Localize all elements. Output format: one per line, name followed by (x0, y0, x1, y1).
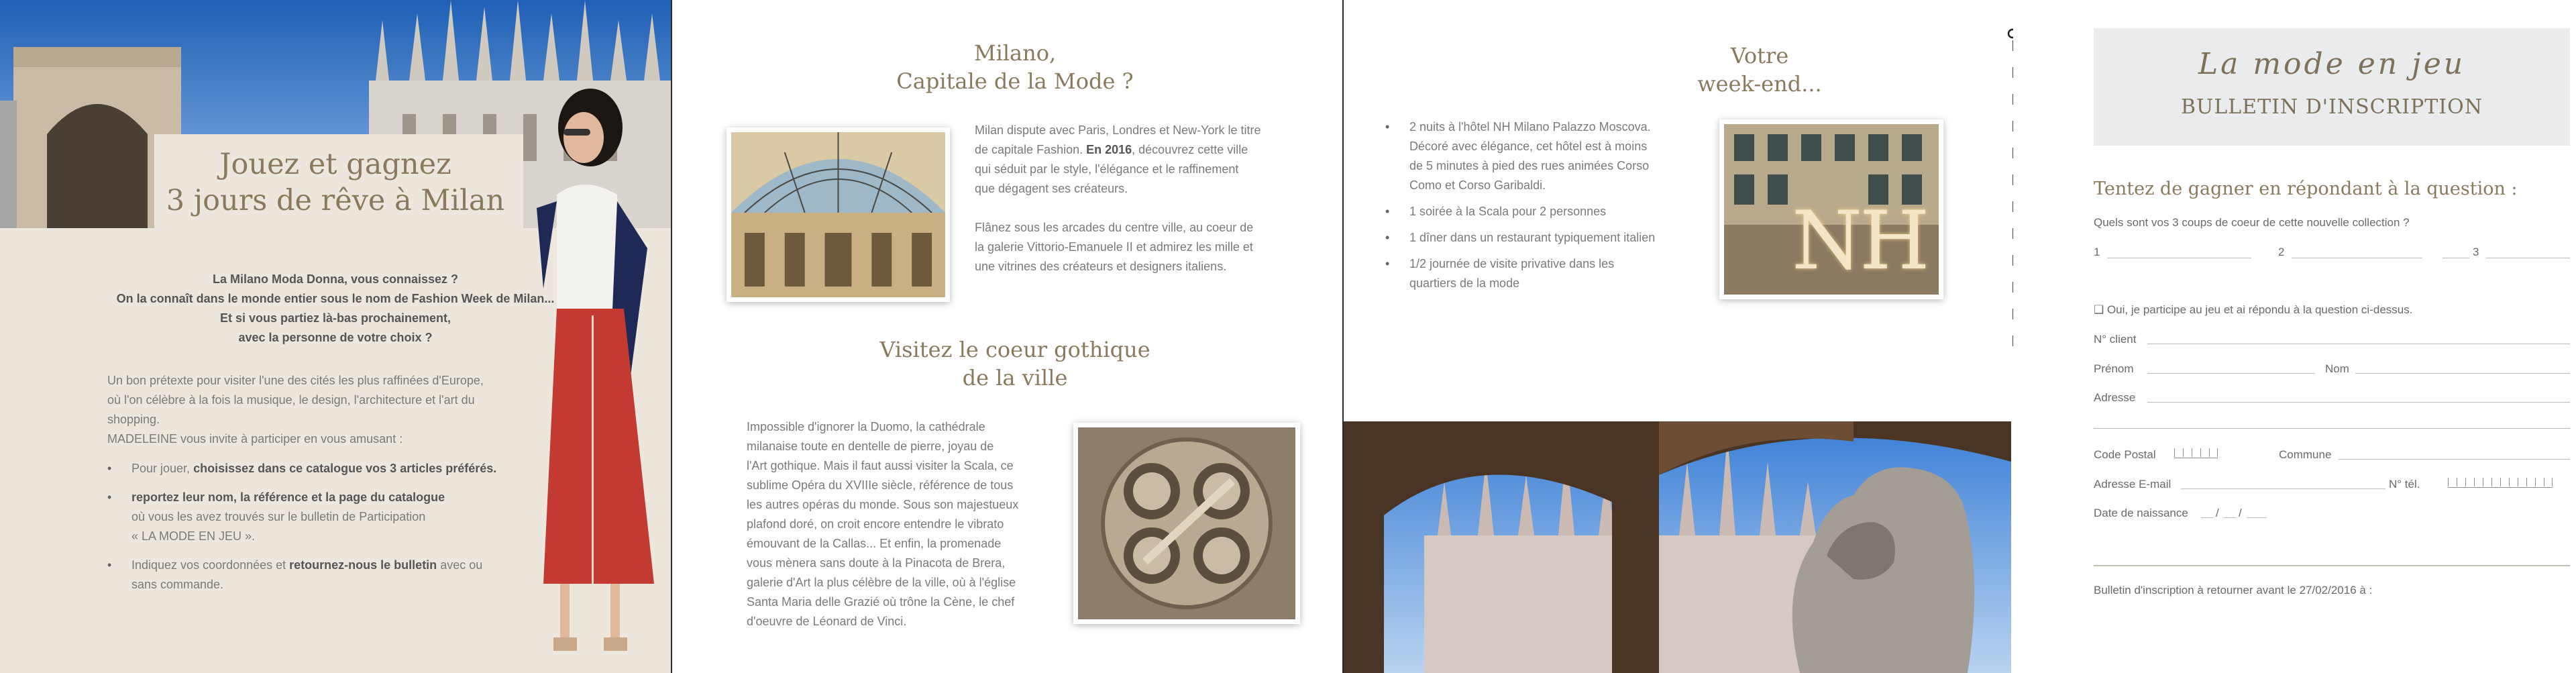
step-text: Indiquez vos coordonnées et (131, 558, 290, 572)
text-line: milanaise toute en dentelle de pierre, joyau de (747, 439, 994, 453)
text-line: 2 nuits à l'hôtel NH Milano Palazzo Moscova. (1409, 120, 1651, 134)
question-heading: Tentez de gagner en répondant à la question : (2094, 178, 2518, 199)
email-label: Adresse E-mail (2094, 478, 2171, 490)
text-line: Flânez sous les arcades du centre ville, au coeur de (975, 221, 1254, 234)
weekend-item (1385, 117, 1694, 195)
birth-day-field[interactable] (2201, 517, 2213, 518)
text-line: sublime Opéra du XVIIIe siècle, référence de tous (747, 478, 1014, 492)
text-line: Milan dispute avec Paris, Londres et New-York le titre (975, 123, 1261, 137)
step-text: où vous les avez trouvés sur le bulletin de Participation (131, 510, 426, 523)
contest-title-line1: Jouez et gagnez (219, 148, 451, 181)
step-bold: reportez leur nom, la référence et la page du catalogue (131, 490, 445, 504)
form-script-title: La mode en jeu (2198, 47, 2466, 81)
milano-heading-line1: Milano, (973, 40, 1057, 66)
body-line: shopping. (107, 413, 160, 426)
contest-steps (107, 459, 564, 594)
phone-boxes[interactable] (2448, 478, 2553, 488)
birth-separator: / (2239, 507, 2242, 519)
panel-weekend (1344, 0, 2011, 673)
step-text: sans commande. (131, 578, 224, 591)
milano-para1 (975, 121, 1298, 199)
intro-line: La Milano Moda Donna, vous connaissez ? (212, 272, 459, 286)
birth-year-field[interactable] (2247, 517, 2267, 518)
step-bold: choisissez dans ce catalogue vos 3 articles préférés. (193, 462, 497, 475)
text-line: d'oeuvre de Léonard de Vinci. (747, 615, 907, 628)
postcode-label: Code Postal (2094, 448, 2156, 461)
text-line: plafond doré, on croit encore entendre le vibrato (747, 517, 1004, 531)
text-line: qui séduit par le style, l'élégance et le raffinement (975, 162, 1239, 176)
panel-entry-form (2013, 0, 2576, 673)
weekend-heading (1625, 42, 1894, 98)
step-text: avec ou (437, 558, 483, 572)
text-line: que dégagent ses créateurs. (975, 182, 1128, 195)
text-line: Santa Maria delle Grazié où trône la Cène, le chef (747, 595, 1015, 609)
firstname-field[interactable] (2147, 373, 2315, 374)
address-field-2[interactable] (2094, 428, 2570, 429)
weekend-item (1385, 254, 1694, 293)
text-line: Impossible d'ignorer la Duomo, la cathédrale (747, 420, 985, 433)
gothic-heading-line1: Visitez le coeur gothique (879, 337, 1150, 362)
galleria-photo (727, 127, 950, 302)
weekend-heading-line1: Votre (1730, 43, 1789, 68)
gothic-window-photo (1073, 423, 1300, 624)
text-line: 1 soirée à la Scala pour 2 personnes (1409, 205, 1607, 218)
text-line: quartiers de la mode (1409, 276, 1520, 290)
answer-1-label: 1 (2094, 246, 2100, 258)
answer-2-label: 2 (2278, 246, 2285, 258)
text-line: Décoré avec élégance, cet hôtel est à moins (1409, 140, 1648, 153)
text-bold: En 2016 (1086, 143, 1132, 156)
address-field[interactable] (2147, 402, 2570, 403)
gothic-para (747, 417, 1049, 631)
form-title: BULLETIN D'INSCRIPTION (2181, 95, 2483, 119)
gothic-heading-line2: de la ville (962, 365, 1068, 391)
address-label: Adresse (2094, 391, 2136, 404)
intro-line: avec la personne de votre choix ? (238, 331, 433, 344)
step-bold: retournez-nous le bulletin (289, 558, 437, 572)
question-text: Quels sont vos 3 coups de coeur de cette nouvelle collection ? (2094, 216, 2410, 229)
intro-text (101, 270, 570, 348)
contest-title-line2: 3 jours de rêve à Milan (166, 184, 505, 217)
body-line: Un bon prétexte pour visiter l'une des cités les plus raffinées d'Europe, (107, 374, 484, 387)
birth-separator: / (2216, 507, 2219, 519)
form-divider (2094, 565, 2570, 566)
step-item (107, 459, 564, 478)
body-line: MADELEINE vous invite à participer en vous amusant : (107, 432, 403, 446)
return-deadline-text: Bulletin d'inscription à retourner avant le 27/02/2016 à : (2094, 584, 2373, 597)
contest-body (107, 371, 564, 449)
consent-checkbox[interactable]: ❑ Oui, je participe au jeu et ai répondu à la question ci-dessus. (2094, 303, 2413, 316)
text-line: 1 dîner dans un restaurant typiquement italien (1409, 231, 1656, 244)
birth-month-field[interactable] (2224, 517, 2236, 518)
weekend-item (1385, 202, 1694, 221)
text-line: galerie d'Art la plus célèbre de la ville, où à l'église (747, 576, 1016, 589)
weekend-item (1385, 228, 1694, 248)
answer-3-label: 3 (2473, 246, 2479, 258)
text-line: , découvrez cette ville (1132, 143, 1248, 156)
gothic-heading (767, 335, 1263, 392)
panel-milano (673, 0, 1342, 673)
contest-title (154, 146, 517, 219)
body-line: où l'on célèbre à la fois la musique, le design, l'architecture et l'art du (107, 393, 475, 407)
firstname-label: Prénom (2094, 362, 2134, 375)
lastname-field[interactable] (2355, 373, 2570, 374)
text-line: de 5 minutes à pied des rues animées Corso (1409, 159, 1650, 172)
step-text: Pour jouer, (131, 462, 194, 475)
city-field[interactable] (2339, 459, 2570, 460)
panel-contest (0, 0, 671, 673)
text-line: la galerie Vittorio-Emanuele II et admirez les mille et (975, 240, 1253, 254)
milano-para2 (975, 218, 1298, 276)
text-line: émouvant de la Callas... Et enfin, la promenade (747, 537, 1002, 550)
city-label: Commune (2279, 448, 2332, 461)
postcode-boxes[interactable] (2174, 448, 2218, 458)
hotel-sign-text: NH (1792, 195, 1927, 288)
text-line: de capitale Fashion. (975, 143, 1087, 156)
text-line: une vitrines des créateurs et designers italiens. (975, 260, 1227, 273)
text-line: vous mènera sans doute à la Pinacota de Brera, (747, 556, 1006, 570)
lastname-label: Nom (2325, 362, 2349, 375)
milano-heading (767, 39, 1263, 95)
phone-label: N° tél. (2389, 478, 2420, 490)
email-field[interactable] (2181, 488, 2385, 489)
step-item (107, 556, 564, 594)
text-line: 1/2 journée de visite privative dans les (1409, 257, 1615, 270)
form-title-box (2094, 28, 2570, 146)
intro-line: Et si vous partiez là-bas prochainement, (219, 311, 451, 325)
weekend-list (1385, 117, 1694, 293)
text-line: Como et Corso Garibaldi. (1409, 178, 1546, 192)
duomo-arcade-photo (1344, 421, 2011, 673)
intro-line: On la connaît dans le monde entier sous le nom de Fashion Week de Milan... (116, 292, 555, 305)
milano-heading-line2: Capitale de la Mode ? (896, 68, 1134, 94)
text-line: l'Art gothique. Mais il faut aussi visiter la Scala, ce (747, 459, 1014, 472)
text-line: les autres opéras du monde. Sous son majestueux (747, 498, 1019, 511)
page-fold (671, 0, 672, 673)
step-text: « LA MODE EN JEU ». (131, 529, 256, 543)
birthdate-label: Date de naissance (2094, 507, 2188, 519)
step-item (107, 488, 564, 546)
client-number-label: N° client (2094, 333, 2137, 346)
weekend-heading-line2: week-end... (1697, 71, 1822, 97)
